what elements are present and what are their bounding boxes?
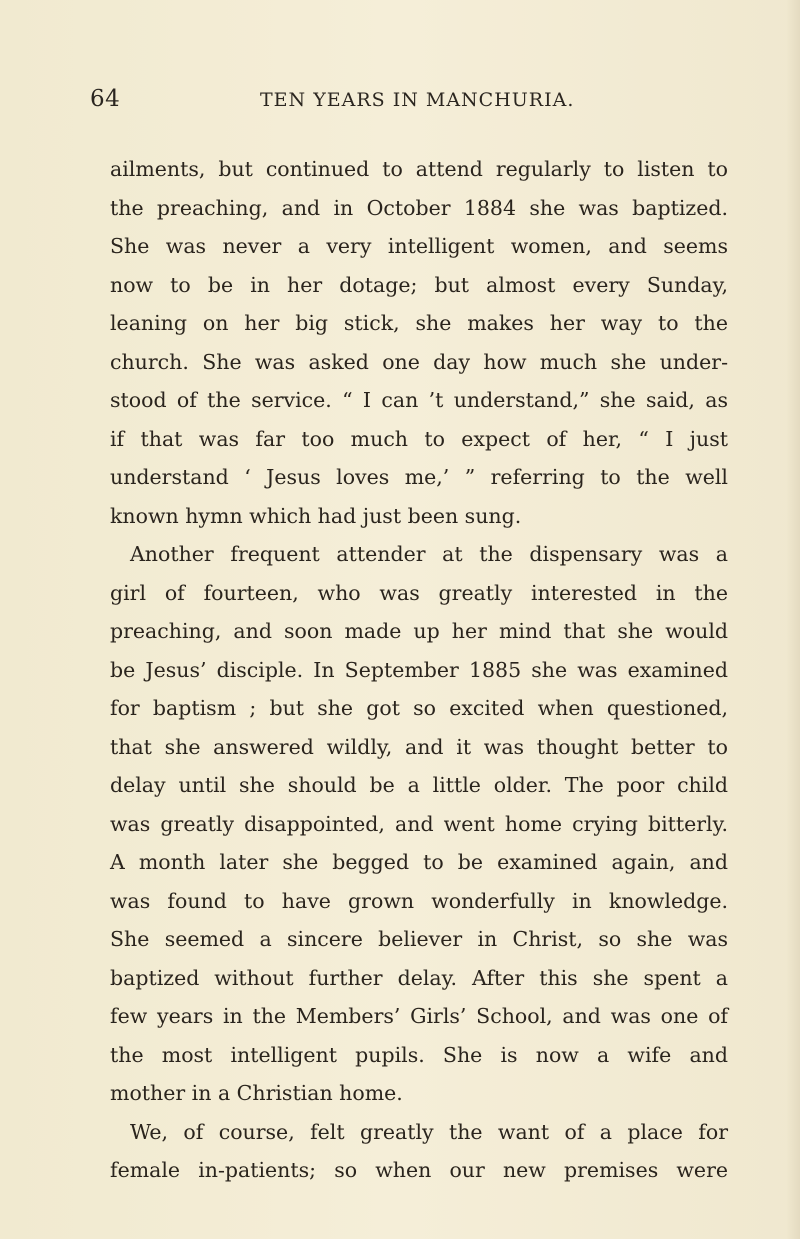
- page-edge-shadow: [786, 0, 800, 1239]
- text-line: girl of fourteen, who was greatly interested in the: [110, 580, 728, 605]
- text-line: We, of course, felt greatly the want of a place for: [130, 1119, 728, 1144]
- page-header: [90, 86, 740, 120]
- text-line: that she answered wildly, and it was thought better to: [110, 734, 728, 759]
- text-line: the preaching, and in October 1884 she was baptized.: [110, 195, 728, 220]
- text-line: known hymn which had just been sung.: [110, 503, 522, 528]
- text-line: if that was far too much to expect of her, “ I just: [110, 426, 728, 451]
- text-line: was found to have grown wonderfully in knowledge.: [110, 888, 728, 913]
- text-line: understand ‘ Jesus loves me,’ ” referring to the well: [110, 465, 728, 489]
- text-line: was greatly disappointed, and went home crying bitterly.: [110, 811, 728, 836]
- text-line: leaning on her big stick, she makes her way to the: [110, 311, 728, 335]
- text-line: female in-patients; so when our new premises were: [110, 1158, 728, 1182]
- text-line: the most intelligent pupils. She is now a wife and: [110, 1042, 728, 1067]
- page-number: 64: [90, 86, 121, 112]
- body-text: [110, 150, 728, 1190]
- text-line: stood of the service. “ I can ’t understand,” she said, as: [110, 388, 728, 412]
- text-line: ailments, but continued to attend regularly to listen to: [110, 157, 728, 181]
- text-line: delay until she should be a little older. The poor child: [110, 773, 728, 797]
- text-line: A month later she begged to be examined again, and: [110, 850, 728, 874]
- text-line: Another frequent attender at the dispensary was a: [130, 542, 728, 566]
- text-line: She seemed a sincere believer in Christ, so she was: [110, 927, 728, 951]
- text-line: She was never a very intelligent women, and seems: [110, 234, 728, 258]
- text-line: now to be in her dotage; but almost every Sunday,: [110, 272, 728, 297]
- text-line: baptized without further delay. After this she spent a: [110, 965, 728, 990]
- running-head: TEN YEARS IN MANCHURIA.: [260, 89, 575, 111]
- text-line: church. She was asked one day how much she under-: [110, 349, 728, 374]
- text-line: mother in a Christian home.: [110, 1081, 403, 1105]
- text-line: for baptism ; but she got so excited when questioned,: [110, 696, 728, 720]
- text-line: be Jesus’ disciple. In September 1885 she was examined: [110, 657, 728, 682]
- text-line: preaching, and soon made up her mind that she would: [110, 619, 728, 643]
- text-line: few years in the Members’ Girls’ School, and was one of: [110, 1004, 728, 1028]
